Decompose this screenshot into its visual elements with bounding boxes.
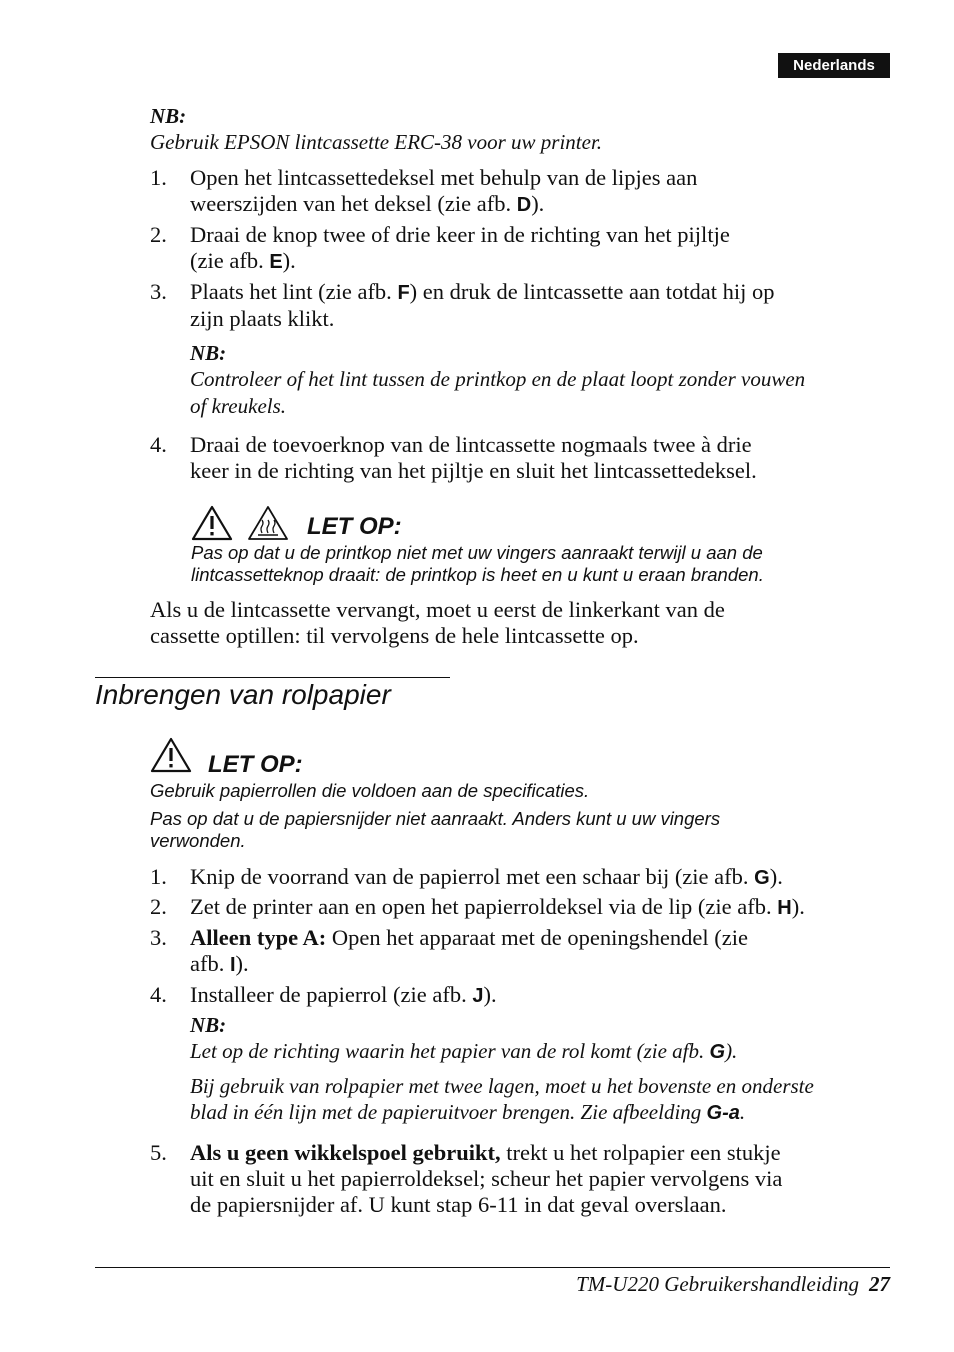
paper-step-4: Installeer de papierrol (zie afb. J).	[190, 982, 497, 1007]
step-number: 2.	[150, 222, 167, 247]
caution-text: Pas op dat u de printkop niet met uw vingers aanraakt terwijl u aan de	[191, 542, 763, 563]
figure-ref: G	[709, 1041, 726, 1063]
step-number: 5.	[150, 1140, 167, 1165]
paper-step-2: Zet de printer aan en open het papierroldeksel via de lip (zie afb. H).	[190, 894, 805, 919]
figure-ref: G-a	[706, 1102, 740, 1124]
caution-text: lintcassetteknop draait: de printkop is heet en u kunt u eraan branden.	[191, 564, 764, 585]
step-number: 4.	[150, 432, 167, 457]
ribbon-step-2	[190, 222, 895, 275]
caution-text: verwonden.	[150, 830, 246, 851]
step-line: zijn plaats klikt.	[190, 306, 335, 331]
figure-ref: I	[229, 954, 236, 976]
step-line: Draai de knop twee of drie keer in de richting van het pijltje	[190, 222, 730, 247]
note-text: Controleer of het lint tussen de printkop en de plaat loopt zonder vouwen	[190, 367, 806, 391]
note-text: Gebruik EPSON lintcassette ERC-38 voor uw printer.	[150, 130, 603, 154]
step-line: Open het lintcassettedeksel met behulp van de lipjes aan	[190, 165, 698, 190]
language-tab-label: Nederlands	[793, 57, 875, 74]
paper-step-3	[190, 925, 895, 978]
note-label: NB:	[190, 341, 227, 365]
step-line: uit en sluit u het papierroldeksel; scheur het papier vervolgens via	[190, 1166, 783, 1191]
paper-step-1: Knip de voorrand van de papierrol met een schaar bij (zie afb. G).	[190, 864, 783, 889]
warning-triangle-icon	[191, 505, 233, 546]
caution-title: LET OP:	[208, 751, 303, 778]
ribbon-step-4	[190, 432, 895, 484]
page-number: 27	[869, 1272, 890, 1296]
step-line: Alleen type A: Open het apparaat met de openingshendel (zie	[190, 925, 748, 950]
figure-ref: F	[397, 282, 410, 304]
step-line: afb. I).	[190, 951, 249, 976]
figure-ref: H	[777, 897, 792, 919]
note-text: of kreukels.	[190, 394, 287, 418]
note-text: blad in één lijn met de papieruitvoer brengen. Zie afbeelding G-a.	[190, 1100, 746, 1124]
footer	[576, 1272, 890, 1297]
step-number: 3.	[150, 925, 167, 950]
note-text: Bij gebruik van rolpapier met twee lagen, moet u het bovenste en onderste	[190, 1074, 814, 1098]
caution-text: Gebruik papierrollen die voldoen aan de specificaties.	[150, 780, 590, 801]
warning-triangle-icon	[150, 737, 192, 778]
step-line: de papiersnijder af. U kunt stap 6-11 in dat geval overslaan.	[190, 1192, 727, 1217]
step-number: 1.	[150, 864, 167, 889]
footer-rule	[95, 1267, 890, 1268]
language-tab	[778, 53, 890, 78]
step-line: Als u geen wikkelspoel gebruikt, trekt u het rolpapier een stukje	[190, 1140, 781, 1165]
figure-ref: J	[472, 985, 484, 1007]
step-line: weerszijden van het deksel (zie afb. D).	[190, 191, 545, 216]
note-label: NB:	[190, 1013, 227, 1037]
step-line: Plaats het lint (zie afb. F) en druk de lintcassette aan totdat hij op	[190, 279, 775, 304]
step-number: 2.	[150, 894, 167, 919]
heading-rule	[95, 677, 450, 678]
step-number: 3.	[150, 279, 167, 304]
body-paragraph: Als u de lintcassette vervangt, moet u eerst de linkerkant van de cassette optillen: til vervolgens de hele lintcassette op.	[150, 597, 725, 648]
step-line: (zie afb. E).	[190, 248, 296, 273]
caution-title: LET OP:	[307, 513, 402, 540]
figure-ref: E	[269, 251, 283, 273]
footer-title: TM-U220 Gebruikershandleiding	[576, 1272, 859, 1296]
note-label: NB:	[150, 104, 187, 128]
ribbon-step-1	[190, 165, 895, 218]
note-text: Let op de richting waarin het papier van de rol komt (zie afb. G).	[190, 1039, 738, 1063]
step-line: Draai de toevoerknop van de lintcassette nogmaals twee à drie	[190, 432, 752, 457]
figure-ref: G	[754, 867, 770, 889]
paper-step-5	[190, 1140, 895, 1218]
section-heading: Inbrengen van rolpapier	[95, 679, 391, 710]
step-line: keer in de richting van het pijltje en sluit het lintcassettedeksel.	[190, 458, 757, 483]
figure-ref: D	[516, 194, 532, 216]
ribbon-step-3	[190, 279, 895, 332]
step-number: 1.	[150, 165, 167, 190]
step-number: 4.	[150, 982, 167, 1007]
hot-surface-icon	[247, 505, 289, 546]
caution-text: Pas op dat u de papiersnijder niet aanraakt. Anders kunt u uw vingers	[150, 808, 721, 829]
